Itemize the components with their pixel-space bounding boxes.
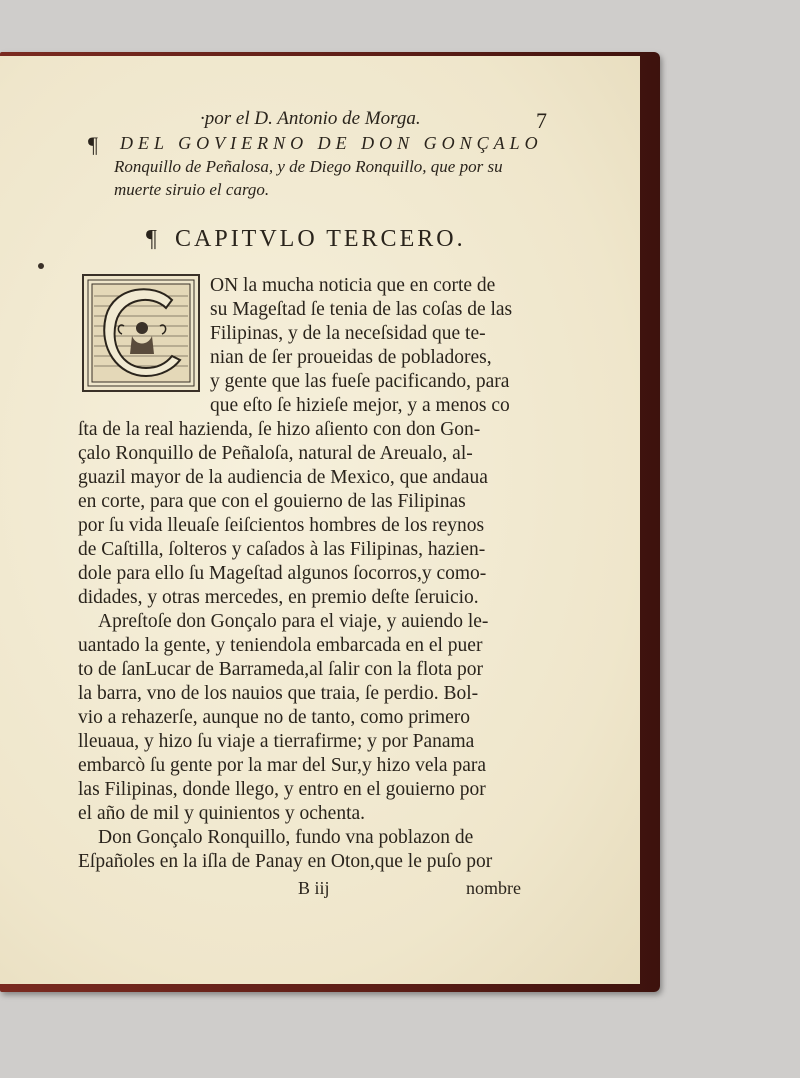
catchword: nombre <box>466 878 521 898</box>
chapter-pilcrow: ¶ <box>146 226 157 252</box>
running-header: ·por el D. Antonio de Morga. <box>200 108 421 129</box>
text-line: que eſto ſe hizieſe mejor, y a menos co <box>210 395 510 416</box>
chapter-title: CAPITVLO TERCERO. <box>175 226 466 252</box>
book-page <box>0 56 640 984</box>
text-line: Don Gonçalo Ronquillo, fundo vna poblazon de <box>98 827 474 848</box>
text-line: por ſu vida lleuaſe ſeiſcientos hombres de los reynos <box>78 515 485 536</box>
decorated-initial <box>82 274 200 392</box>
text-line: to de ſanLucar de Barrameda,al ſalir con la flota por <box>78 659 483 680</box>
ink-dot <box>38 263 44 269</box>
text-line: didades, y otras mercedes, en premio deſte ſeruicio. <box>78 587 479 608</box>
heading-pilcrow: ¶ <box>88 132 98 157</box>
text-line: çalo Ronquillo de Peñaloſa, natural de Areualo, al- <box>78 443 473 464</box>
text-line: ſta de la real hazienda, ſe hizo aſiento con don Gon- <box>78 419 481 440</box>
text-line: dole para ello ſu Mageſtad algunos ſocorros,y como- <box>78 563 487 584</box>
text-line: el año de mil y quinientos y ochenta. <box>78 803 366 824</box>
text-line: Apreſtoſe don Gonçalo para el viaje, y auiendo le- <box>98 611 489 632</box>
text-line: guazil mayor de la audiencia de Mexico, que andaua <box>78 467 488 488</box>
text-line: embarcò ſu gente por la mar del Sur,y hizo vela para <box>78 755 487 776</box>
text-line: de Caſtilla, ſolteros y caſados à las Filipinas, hazien- <box>78 539 486 560</box>
text-line: en corte, para que con el gouierno de las Filipinas <box>78 491 466 512</box>
text-line: y gente que las fueſe pacificando, para <box>210 371 510 392</box>
text-line: ON la mucha noticia que en corte de <box>210 275 496 296</box>
decorated-initial-art <box>84 276 198 390</box>
text-line: lleuaua, y hizo ſu viaje a tierrafirme; y por Panama <box>78 731 475 752</box>
signature-mark: B iij <box>298 878 330 898</box>
text-line: la barra, vno de los nauios que traia, ſe perdio. Bol- <box>78 683 479 704</box>
page-number: 7 <box>536 108 547 133</box>
text-line: vio a rehazerſe, aunque no de tanto, como primero <box>78 707 471 728</box>
text-line: Eſpañoles en la iſla de Panay en Oton,que le puſo por <box>78 851 493 872</box>
heading-line-3: muerte siruio el cargo. <box>114 180 270 199</box>
text-line: Filipinas, y de la neceſsidad que te- <box>210 323 486 344</box>
text-line: las Filipinas, donde llego, y entro en el gouierno por <box>78 779 486 800</box>
text-line: uantado la gente, y teniendola embarcada en el puer <box>78 635 483 656</box>
text-line: nian de ſer proueidas de pobladores, <box>210 347 492 368</box>
heading-line-1: DEL GOVIERNO DE DON GONÇALO <box>120 133 543 153</box>
heading-line-2: Ronquillo de Peñalosa, y de Diego Ronquillo, que por su <box>114 157 503 176</box>
text-line: su Mageſtad ſe tenia de las coſas de las <box>210 299 513 320</box>
